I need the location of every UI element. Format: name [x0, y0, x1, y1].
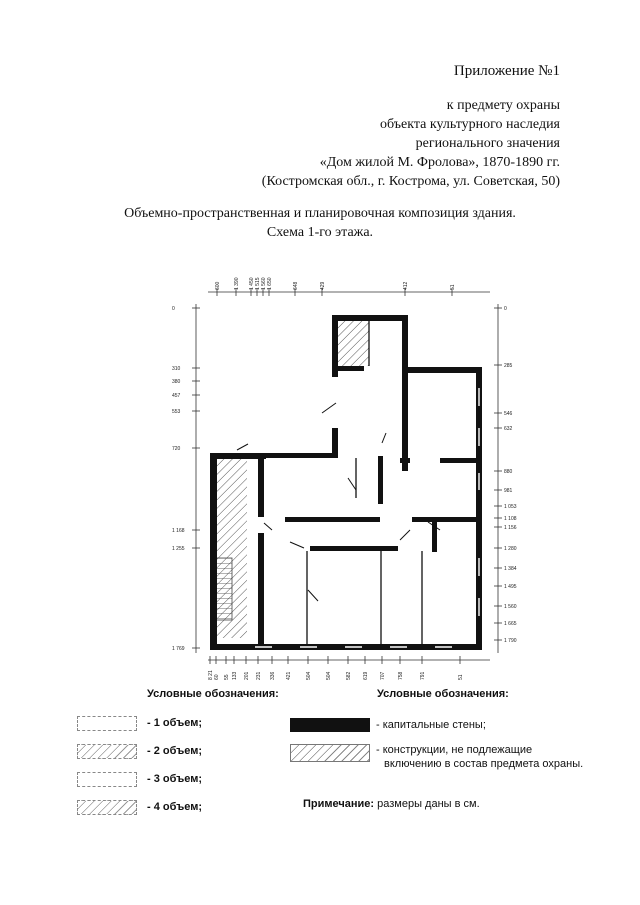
subject-line: к предмету охраны [446, 98, 560, 113]
right-dimension-label: 0 [504, 306, 507, 312]
bottom-dimension-label: 707 [380, 671, 386, 680]
legend-title-right: Условные обозначения: [377, 688, 509, 700]
bottom-dimension-label: 51 [458, 674, 464, 680]
bottom-dimension-label: 504 [326, 671, 332, 680]
note [303, 798, 480, 810]
bottom-dimension-label: 133 [232, 671, 238, 680]
volume-2-label: - 2 объем; [147, 745, 203, 757]
right-dimension-label: 1 053 [504, 504, 517, 510]
right-dimension-label: 546 [504, 411, 513, 417]
top-dimension-label: 1 515 [255, 277, 261, 290]
volume-1-swatch [77, 716, 137, 731]
top-dimension-label: 1 450 [249, 277, 255, 290]
left-dimension-label: 1 769 [172, 646, 185, 652]
subject-line: регионального значения [415, 136, 560, 151]
left-dimension-label: 1 168 [172, 528, 185, 534]
left-dimension-label: 0 [172, 306, 175, 312]
top-dimension-label: 600 [215, 281, 221, 290]
subject-line: объекта культурного наследия [380, 117, 560, 132]
floor-plan [160, 268, 520, 688]
top-dimension-label: 429 [320, 281, 326, 290]
note-text: размеры даны в см. [377, 798, 480, 810]
right-dimension-label: 632 [504, 426, 513, 432]
non-protected-swatch [290, 744, 370, 762]
right-dimension-label: 1 560 [504, 604, 517, 610]
bottom-dimension-label: 758 [398, 671, 404, 680]
right-dimension-label: 1 156 [504, 525, 517, 531]
bottom-dimension-label: 55 [224, 674, 230, 680]
volume-4-label: - 4 объем; [147, 801, 203, 813]
hatched-structure-annex [337, 320, 369, 366]
capital-walls-label: - капитальные стены; [376, 719, 486, 731]
note-label: Примечание: [303, 798, 375, 810]
bottom-dimension-label: 201 [244, 671, 250, 680]
right-dimension-label: 981 [504, 488, 513, 494]
top-dimension-label: 1 560 [261, 277, 267, 290]
volume-3-label: - 3 объем; [147, 773, 203, 785]
bottom-dimension-label: 791 [420, 671, 426, 680]
capital-walls-swatch [290, 718, 370, 732]
subject-line: «Дом жилой М. Фролова», 1870-1890 гг. [319, 155, 560, 170]
top-dimension-label: 51 [450, 284, 456, 290]
right-dimension-label: 1 108 [504, 516, 517, 522]
bottom-dimension-label: 8 21 [208, 670, 214, 680]
bottom-dimension-label: 60 [214, 674, 220, 680]
volume-4-swatch [77, 800, 137, 815]
volume-2-swatch [77, 744, 137, 759]
top-dimension-label: 1 390 [234, 277, 240, 290]
bottom-dimension-label: 619 [363, 671, 369, 680]
top-dimension-label: 648 [293, 281, 299, 290]
volume-3-swatch [77, 772, 137, 787]
appendix-title: Приложение №1 [453, 63, 560, 79]
right-dimension-label: 1 790 [504, 638, 517, 644]
door-swings [237, 403, 440, 601]
right-dimension-label: 285 [504, 363, 513, 369]
top-dimension-label: 1 650 [267, 277, 273, 290]
non-protected-label-2: включению в состав предмета охраны. [384, 758, 584, 770]
right-dimension-label: 1 665 [504, 621, 517, 627]
staircase [216, 558, 232, 620]
protection-subject [262, 96, 560, 191]
right-dimension-label: 880 [504, 469, 513, 475]
top-dimension-label: 412 [403, 281, 409, 290]
left-dimension-label: 457 [172, 393, 181, 399]
volume-1-label: - 1 объем; [147, 717, 203, 729]
caption-line-1: Объемно-пространственная и планировочная композиция здания. [124, 206, 516, 221]
left-dimension-label: 553 [172, 409, 181, 415]
left-dimension-label: 720 [172, 446, 181, 452]
left-dimension-label: 380 [172, 379, 181, 385]
right-dimension-label: 1 280 [504, 546, 517, 552]
left-dimension-label: 1 255 [172, 546, 185, 552]
bottom-dimension-label: 504 [306, 671, 312, 680]
bottom-dimension-label: 582 [346, 671, 352, 680]
bottom-dimension-label: 421 [286, 671, 292, 680]
bottom-dimension-label: 231 [256, 671, 262, 680]
caption-line-2: Схема 1-го этажа. [266, 225, 374, 240]
bottom-dimension-label: 336 [270, 671, 276, 680]
right-dimension-label: 1 384 [504, 566, 517, 572]
left-dimension-label: 310 [172, 366, 181, 372]
non-protected-label: - конструкции, не подлежащие [376, 744, 533, 756]
right-dimension-label: 1 495 [504, 584, 517, 590]
subject-line: (Костромская обл., г. Кострома, ул. Советская, 50) [261, 174, 560, 189]
legend-title-left: Условные обозначения: [147, 688, 279, 700]
